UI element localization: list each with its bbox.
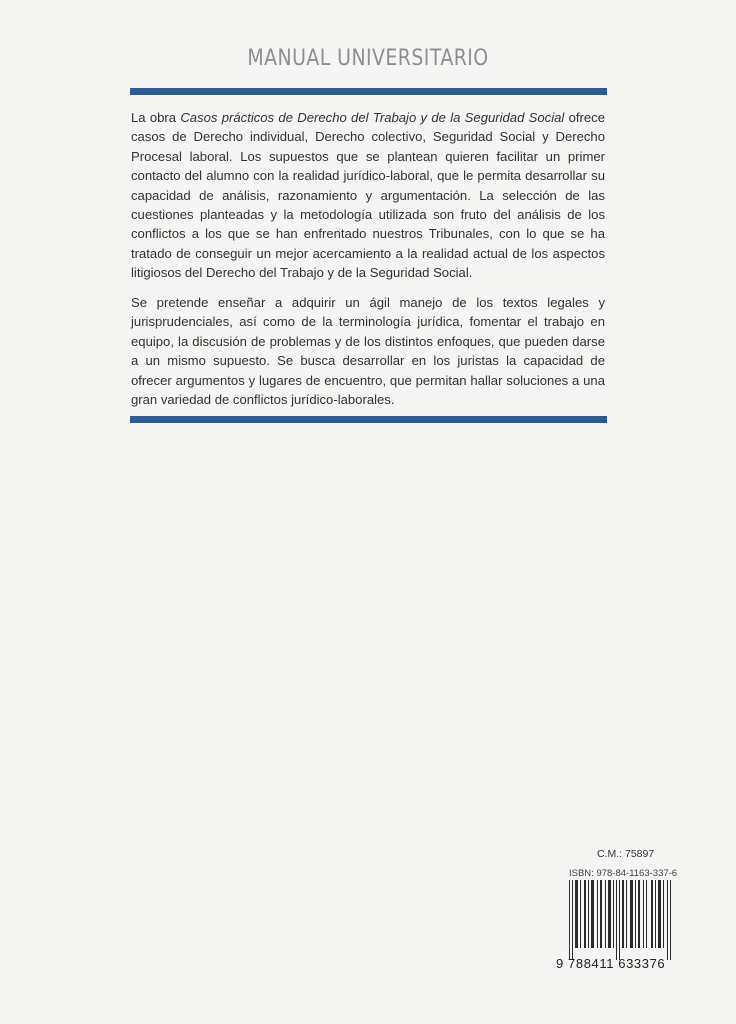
series-title: MANUAL UNIVERSITARIO bbox=[247, 46, 489, 71]
isbn-label: ISBN: 978-84-1163-337-6 bbox=[569, 868, 678, 879]
top-divider bbox=[130, 88, 607, 95]
lead-text: La obra bbox=[131, 110, 181, 125]
cm-code: C.M.: 75897 bbox=[597, 848, 655, 860]
bottom-divider bbox=[130, 416, 607, 423]
description-paragraph-2: Se pretende enseñar a adquirir un ágil manejo de los textos legales y jurisprudenciales, así como de la terminología jurídica, fomentar el trabajo en equipo, la discusión de problemas y de los distintos enfoques, que pueden darse a un mismo supuesto. Se busca desarrollar en los juristas la capacidad de ofrecer argumentos y lugares de encuentro, que permitan hallar soluciones a una gran variedad de conflictos jurídico-laborales. bbox=[131, 295, 605, 408]
barcode-number: 9 788411 633376 bbox=[556, 956, 666, 971]
paragraph-1-body: ofrece casos de Derecho individual, Derecho colectivo, Seguridad Social y Derecho Procesal laboral. Los supuestos que se plantean quieren facilitar un primer contacto del alumno con la realidad jurídico-laboral, que le permita desarrollar su capacidad de análisis, razonamiento y argumentación. La selección de las cuestiones planteadas y la metodología utilizada son fruto del análisis de los conflictos a los que se han enfrentado nuestros Tribunales, con lo que se ha tratado de conseguir un mejor acercamiento a la realidad actual de los aspectos litigiosos del Derecho del Trabajo y de la Seguridad Social. bbox=[131, 110, 606, 281]
barcode-icon bbox=[569, 880, 679, 955]
description-paragraph-1 bbox=[131, 108, 605, 283]
book-title: Casos prácticos de Derecho del Trabajo y de la Seguridad Social bbox=[180, 110, 565, 125]
